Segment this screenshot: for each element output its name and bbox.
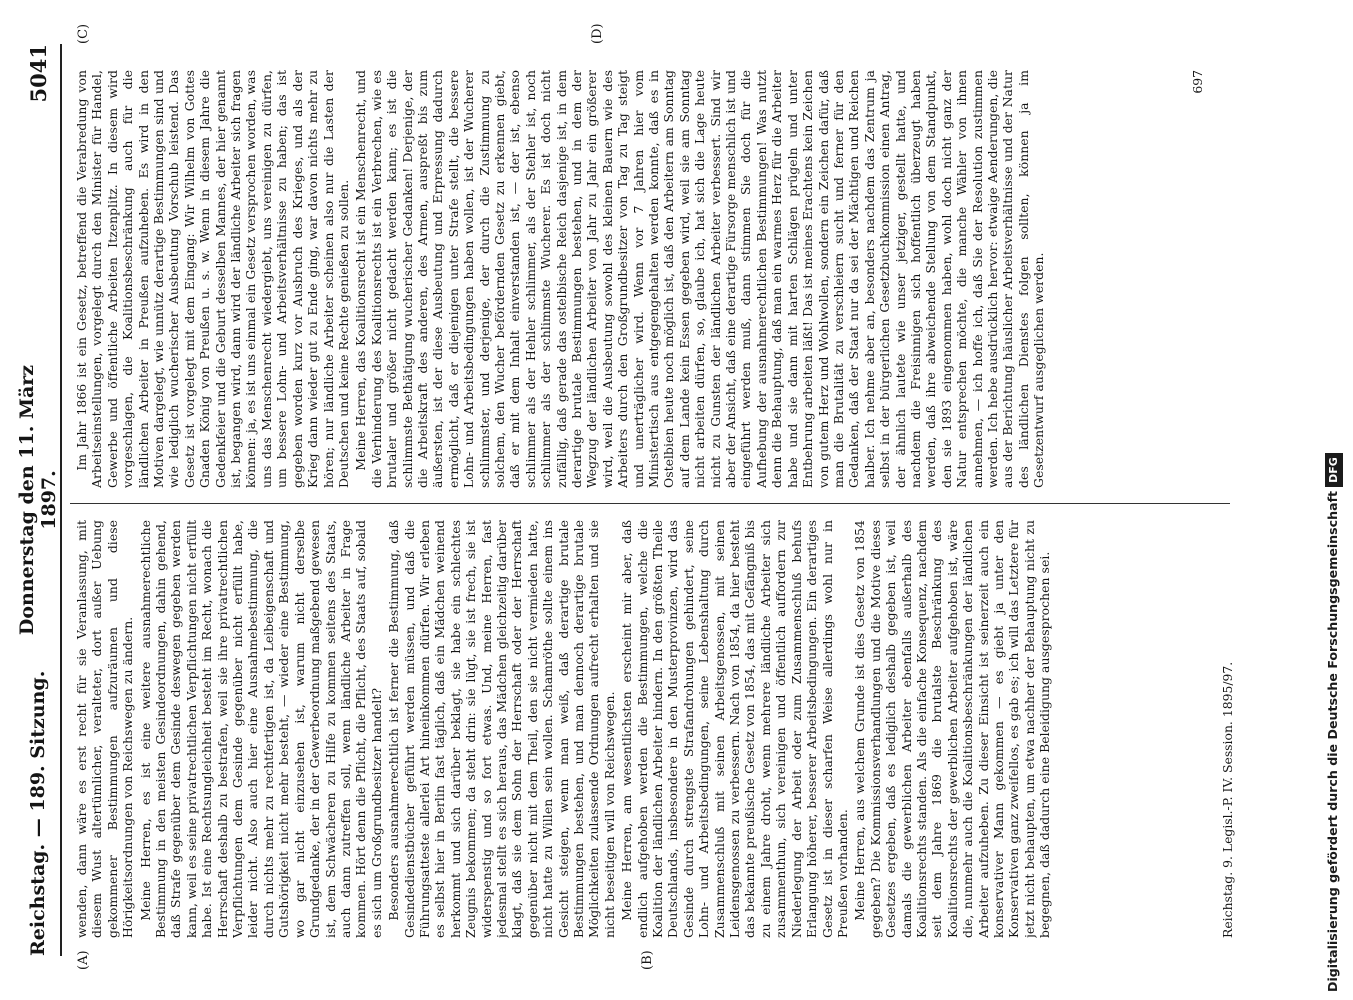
header-page-number: 5041 [25,44,51,103]
margin-label-d: (D) [590,23,605,44]
header-rule [60,44,62,956]
paragraph: Meine Herren, das Koalitionsrecht ist ein Menschenrecht, und die Verhinderung des Koalitionsrechts ist ein Verbrechen, wie es brutaler und größer nicht gedacht werden kann; es ist die schlimmste Bethätigung wucherischer Gedanken! Derjenige, der die Arbeitskraft des anderen, des Armen, auspreßt bis zum äußersten, ist der diese Ausbeutung und Erpressung dadurch ermöglicht, daß er diejenigen unter Strafe stellt, die bessere Lohn- und Arbeitsbedingungen haben wollen, ist der Wucherer schlimmster, und derjenige, der durch die Zustimmung zu solchem, den Wucher befördernden Gesetz zu erkennen giebt, daß er mit dem Inhalt einverstanden ist, — der ist, ebenso schlimmer als der Hehler schlimmer, als der Stehler ist, noch schlimmer als der schlimmste Wucherer. Es ist doch nicht zufällig, daß gerade das ostelbische Reich dasjenige ist, in dem derartige brutale Bestimmungen bestehen, und in dem der Wegzug der ländlichen Arbeiter von Jahr zu Jahr ein größerer wird, weil die Ausbeutung sowohl des kleinen Bauern wie des Arbeiters durch den Großgrundbesitzer von Tag zu Tag steigt und unerträglicher wird. Wenn vor 7 Jahren hier vom Ministertisch aus entgegengehalten werden konnte, daß es in Ostelbien heute noch möglich ist, daß den Arbeitern am Sonntag auf dem Lande kein Essen gegeben wird, weil sie am Sonntag nicht arbeiten dürfen, so, glaube ich, hat sich die Lage heute nicht zu Gunsten der ländlichen Arbeiter verbessert. Sind wir aber der Ansicht, daß eine derartige Fürsorge menschlich ist und eingeführt werden muß, dann stimmen Sie doch für die Aufhebung der ausnahmerechtlichen Bestimmungen! Was nutzt denn die Behauptung, daß man ein warmes Herz für die Arbeiter habe und sie dann mit harten Schlägen prügeln und unter Entbehrung arbeiten läßt! Das ist meines Erachtens kein Zeichen von gutem Herz und Wohlwollen, sondern ein Zeichen dafür, daß man die Brutalität zu verschleiern sucht und ferner für den Gedanken, daß der Staat nur da sei der Mächtigen und Reichen halber. Ich nehme aber an, besonders nachdem das Zentrum ja selbst in der bürgerlichen Gesetzbuchkommission einen Antrag, der ähnlich lautete wie unser jetziger, gestellt hatte, und nachdem die Freisinnigen sich hoffentlich überzeugt haben werden, daß ihre abweichende Stellung von dem Standpunkt, den sie 1893 eingenommen haben, wohl doch nicht ganz der Natur entsprechen möchte, die manche Wähler von ihnen annehmen, — ich hoffe ich, daß Sie der Resolution zustimmen werden. Ich hebe ausdrücklich hervor: etwaige Aenderungen, die aus der Berichtung häuslicher Arbeitsverhältnisse und der Natur des ländlichen Dienstes folgen sollten, können ja im Gesetzentwurf ausgeglichen werden. [353,70,1047,488]
funding-note [1320,12,1346,992]
margin-label-b: (B) [640,950,655,970]
left-column [74,520,1214,938]
right-column [74,70,1214,488]
column-divider [70,503,1230,504]
dfg-logo: DFG [1325,453,1343,487]
paragraph: Meine Herren, es ist eine weitere ausnahmerechtliche Bestimmung in den meisten Gesindeordnungen, dahin gehend, daß Strafe gegenüber dem Gesinde deswegen gegeben werden kann, weil es seine privatrechtlichen Verpflichtungen nicht erfüllt habe. Ist eine Rechtsungleichheit besteht im Recht, wonach die Herrschaft deshalb zu bestrafen, weil sie ihre privatrechtlichen Verpflichtungen dem Gesinde gegenüber nicht erfüllt habe, leider nicht. Also auch hier eine Ausnahmebestimmung, die durch nichts mehr zu rechtfertigen ist, da Leibeigenschaft und Gutshörigkeit nicht mehr besteht, — wieder eine Bestimmung, wo gar nicht einzusehen ist, warum nicht derselbe Grundgedanke, der in der Gewerbeordnung maßgebend gewesen ist, dem Schwächeren zu Hilfe zu kommen seitens des Staats, auch dann zutreffen soll, wenn ländliche Arbeiter in Frage kommen. Hört denn die Pflicht, die Pflicht, des Staats auf, sobald es sich um Großgrundbesitzer handelt? [137,520,384,938]
paragraph: Besonders ausnahmerechtlich ist ferner die Bestimmung, daß Gesindedienstbücher geführt werden müssen, und daß die Führungsatteste allerlei Art hineinkommen dürfen. Wir erleben es selbst hier in Berlin fast täglich, daß ein Mädchen weinend herkommt und sich darüber beklagt, sie habe ein schlechtes Zeugnis bekommen; da steht drin: sie lügt, sie ist frech, sie ist widerspenstig und so fort etwas. Und, meine Herren, fast jedesmal stellt es sich heraus, das Mädchen gleichzeitig darüber klagt, daß sie dem Sohn der Herrschaft oder der Herrschaft gegenüber nicht mit dem Theil, den sie nicht vermieden hatte, nicht hatte zu Willen sein wollen. Schamröthe sollte einem ins Gesicht steigen, wenn man weiß, daß derartige brutale Bestimmungen bestehen, und man dennoch derartige brutale Möglichkeiten zulassende Ordnungen aufrecht erhalten und sie nicht beseitigen will von Reichswegen. [386,520,617,938]
margin-label-c: (C) [76,23,91,44]
paragraph: Meine Herren, am wesentlichsten erscheint mir aber, daß endlich aufgehoben werden die Bestimmungen, welche die Koalition der ländlichen Arbeiter hindern. In den größten Theile Deutschlands, insbesondere in den Musterprovinzen, wird das Gesinde durch strengste Strafandrohungen gehindert, seine Lohn- und Arbeitsbedingungen, seine Lebenshaltung durch Zusammenschluß mit seinen Arbeitsgenossen, mit seinen Leidensgenossen zu verbessern. Nach von 1854, da hier besteht das bekannte preußische Gesetz von 1854, das mit Gefängniß bis zu einem Jahre droht, wenn mehrere ländliche Arbeiter sich zusammenthun, sich vereinigen und öffentlich auffordern zur Niederlegung der Arbeit oder zum Zusammenschluß behufs Erlangung höherer, besserer Arbeitsbedingungen. Ein derartiges Gesetz ist in dieser scharfen Weise allerdings wohl nur in Preußen vorhanden. [619,520,850,938]
header-session: Reichstag. — 189. Sitzung. [27,670,49,956]
footer-session-info: Reichstag. 9. Legisl.-P. IV. Session. 1895/97. [1220,661,1235,938]
funding-note-text: Digitalisierung gefördert durch die Deutsche Forschungsgemeinschaft [1325,490,1340,992]
header-date: Donnerstag den 11. März 1897. [16,364,60,636]
page-footnote-number: 697 [1190,70,1205,94]
paragraph: wenden, dann wäre es erst recht für sie Veranlassung, mit diesem Wust altertümlicher, veralteter, dort außer Uebung gekommener Bestimmungen aufzuräumen und diese Hörigkeitsordnungen von Reichswegen zu ändern. [74,520,136,938]
paragraph: Im Jahr 1866 ist ein Gesetz, betreffend die Verabredung von Arbeitseinstellungen, vorgelegt durch den Minister für Handel, Gewerbe und öffentliche Arbeiten Itzenplitz. In diesem wird vorgeschlagen, die Koalitionsbeschränkung auch für die ländlichen Arbeiter in Preußen aufzuheben. Es wird in den Motiven dargelegt, wie unnütz derartige Bestimmungen sind und wie lediglich wucherischer Ausbeutung Vorschub leistend. Das Gesetz ist vorgelegt mit dem Eingang: Wir Wilhelm von Gottes Gnaden König von Preußen u. s. w. Wenn in diesem Jahre die Gedenkfeier und die Geburt desselben Mannes, der hier genannt ist, begangen wird, dann wird der ländliche Arbeiter sich fragen können: ja, es ist uns einmal ein Gesetz versprochen worden, was uns das Menschenrecht wiedergiebt, uns vereinigen zu dürfen, um bessere Lohn- und Arbeitsverhältnisse zu haben; das ist gegeben worden kurz vor Ausbruch des Krieges, und als der Krieg dann wieder gut zu Ende ging, war davon nichts mehr zu hören; nur ländliche Arbeiter scheinen also nur die Lasten der Deutschen und keine Rechte genießen zu sollen. [74,70,351,488]
paragraph: Meine Herren, aus welchem Grunde ist dies Gesetz von 1854 gegeben? Die Kommissionsverhandlungen und die Motive dieses Gesetzes ergeben, daß es lediglich deshalb gegeben ist, weil damals die gewerblichen Arbeiter ebenfalls außerhalb des Koalitionsrechts standen. Als die einfache Konsequenz, nachdem seit dem Jahre 1869 die brutalste Beschränkung des Koalitionsrechts der gewerblichen Arbeiter aufgehoben ist, wäre die, nunmehr auch die Koalitionsbeschränkungen der ländlichen Arbeiter aufzuheben. Zu dieser Einsicht ist seinerzeit auch ein konservativer Mann gekommen — es giebt ja unter den Konservativen ganz zweifellos, es gab es; ich will das Letztere für jetzt nicht behaupten, um etwa nachher der Behauptung nicht zu begegnen, daß dadurch eine Beleidigung ausgesprochen sei. [852,520,1053,938]
running-header [18,44,58,956]
margin-label-a: (A) [76,950,91,970]
